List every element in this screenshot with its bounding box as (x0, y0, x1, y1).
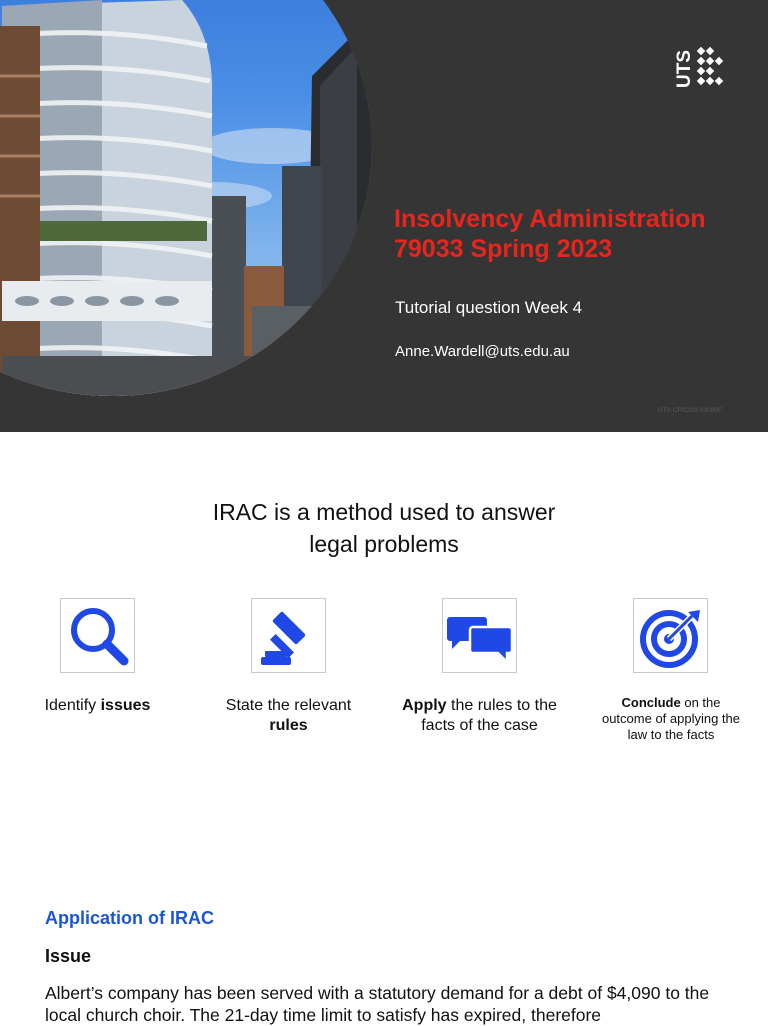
caption-text: Identify (44, 697, 101, 714)
caption-text: the rules to the facts of the case (421, 697, 557, 734)
irac-slide (0, 432, 768, 864)
course-title-line2: 79033 Spring 2023 (394, 235, 613, 263)
caption-bold: Apply (402, 697, 447, 714)
apply-rules-caption (398, 696, 561, 736)
building-photo (0, 0, 372, 396)
conclude-caption (595, 695, 747, 743)
caption-bold: rules (269, 717, 308, 734)
gavel-icon (252, 599, 327, 674)
title-slide (0, 0, 768, 432)
irac-heading-line1: IRAC is a method used to answer (212, 499, 556, 525)
magnifier-icon-box (60, 598, 135, 673)
cricos-code: UTS CRICOS 00099F (658, 407, 722, 414)
caption-bold: issues (100, 697, 151, 714)
application-slide (0, 864, 768, 1024)
svg-text:UTS: UTS (674, 50, 695, 88)
issue-body-text: Albert’s company has been served with a statutory demand for a debt of $4,090 to the local church choir. The 21-day time limit to satisfy has expired, therefore (45, 983, 710, 1025)
contact-email[interactable]: Anne.Wardell@uts.edu.au (395, 343, 570, 360)
course-title-line1: Insolvency Administration (394, 205, 706, 233)
speech-bubbles-icon (443, 599, 518, 674)
speech-bubbles-icon-box (442, 598, 517, 673)
state-rules-caption (210, 696, 367, 736)
caption-text: State the relevant (225, 697, 352, 714)
issue-heading: Issue (45, 946, 92, 966)
application-heading: Application of IRAC (45, 908, 214, 928)
target-icon-box (633, 598, 708, 673)
target-icon (634, 599, 709, 674)
caption-bold: Conclude (621, 695, 681, 710)
uts-logo (674, 44, 726, 92)
identify-issues-caption (20, 696, 175, 716)
irac-heading-line2: legal problems (309, 531, 459, 557)
magnifier-icon (61, 599, 136, 674)
tutorial-subtitle: Tutorial question Week 4 (395, 298, 583, 317)
irac-heading (0, 496, 768, 560)
gavel-icon-box (251, 598, 326, 673)
caption-text: on the outcome of applying the law to the facts (601, 695, 741, 742)
course-title (394, 204, 706, 264)
